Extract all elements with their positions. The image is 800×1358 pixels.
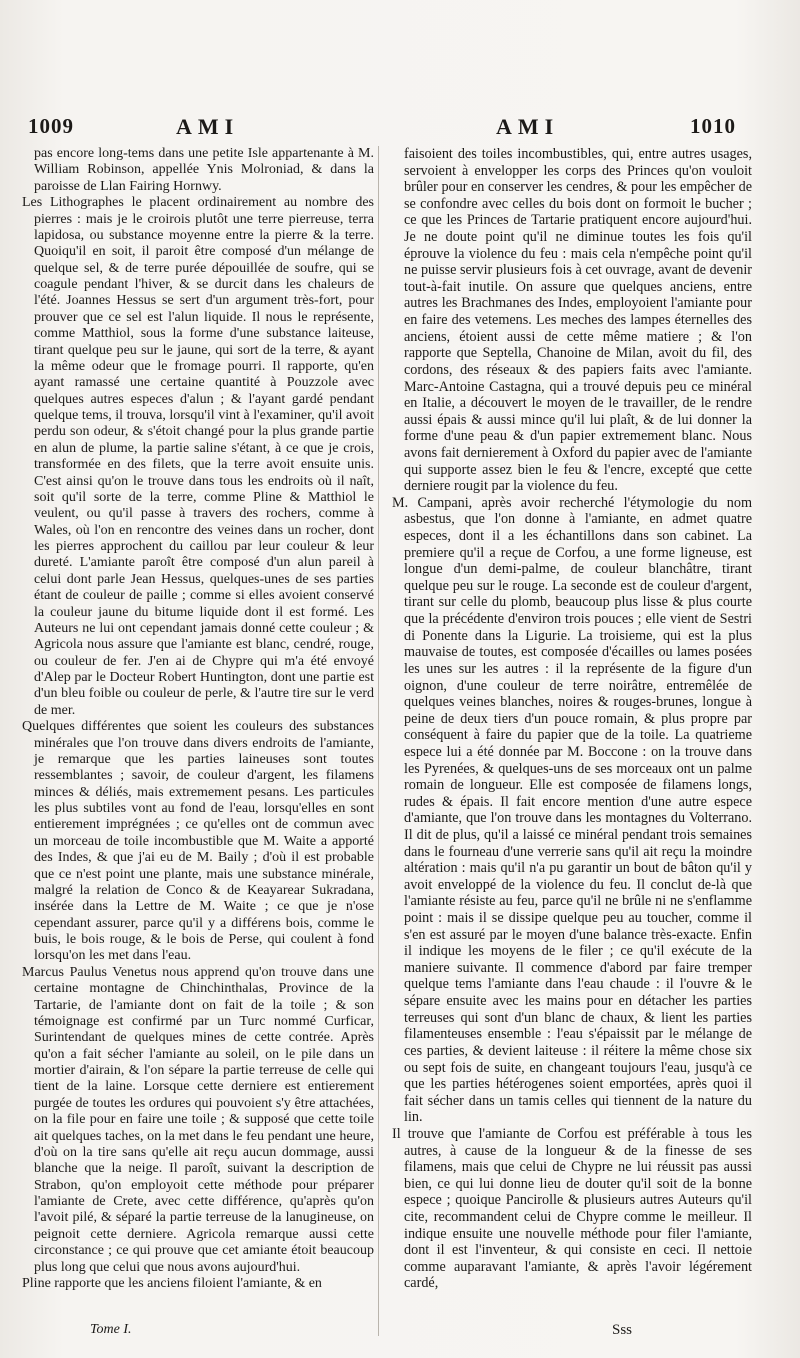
column-divider — [378, 146, 379, 1336]
paragraph: Les Lithographes le placent ordinairement au nombre des pierres : mais je le croirois plutôt une terre pierreuse, terra lapidosa, ou substance moyenne entre la pierre & la terre. Quoiqu'il en soit, il paroit être composé d'un mélange de quelque sel, & de terre purée dépouillée de soufre, qui se coagule pendant l'hiver, & se durcit dans les chaleurs de l'été. Joannes Hessus se sert d'un argument très-fort, pour prouver que ce sel est l'alun liquide. Il nous le représente, comme Matthiol, sous la forme d'une substance laiteuse, tirant quelque peu sur le jaune, qui sort de la terre, & ayant la même odeur que le fromage pourri. Il rapporte, qu'en ayant ramassé une certaine quantité à Pouzzole avec quelques autres especes d'alun ; & l'ayant gardé pendant quelque tems, il trouva, lorsqu'il vint à l'examiner, qu'il avoit perdu son odeur, & s'étoit changé pour la plus grande partie en alun de plume, la partie saline s'étant, à ce que je crois, transformée en des filets, que la terre avoit ensuite unis. C'est ainsi qu'on le trouve dans tous les endroits où il naît, soit qu'il sorte de la terre, comme Pline & Matthiol le veulent, ou qu'il passe à travers des rochers, comme à Wales, où l'on en rencontre des veines dans un rocher, dont les pierres approchent du caillou par leur couleur & leur dureté. L'amiante paroît être composé d'un alun pareil à celui dont parle Jean Hessus, quelques-unes de ses parties étant de couleur de paille ; comme si elles avoient conservé la couleur jaune du bitume liquide dont il est formé. Les Auteurs ne lui ont cependant jamais donné cette couleur ; & Agricola nous assure que l'amiante est blanc, cendré, rouge, ou couleur de fer. J'en ai de Chypre qui m'a été envoyé d'Alep par le Docteur Robert Huntington, dont une partie est d'un bleu foible ou couleur de perle, & l'autre tire sur le verd de mer. — [22, 195, 374, 718]
paragraph: Quelques différentes que soient les couleurs des substances minérales que l'on trouve dans divers endroits de l'amiante, je remarque que les parties laineuses sont toutes ressemblantes ; savoir, de couleur d'argent, les filamens minces & déliés, mais extremement pesans. Les particules les plus subtiles vont au fond de l'eau, lorsqu'elles en sont entierement imprégnées ; ce qu'elles ont de commun avec un morceau de toile incombustible que M. Waite a apporté des Indes, & que j'ai eu de M. Baily ; d'où il est probable que ce n'est point une plante, mais une substance minérale, malgré la relation de Conco & de Keayarear Sukradana, insérée dans la Lettre de M. Waite ; ce que je n'ose cependant assurer, parce qu'il y a différens bois, comme le buis, le bois rouge, & le bois de Perse, qui coulent à fond lorsqu'on les met dans l'eau. — [22, 719, 374, 964]
paragraph: Marcus Paulus Venetus nous apprend qu'on trouve dans une certaine montagne de Chinchinthalas, Province de la Tartarie, de l'amiante dont on fait de la toile ; & son témoignage est confirmé par un Turc nommé Curficar, Surintendant de quelques mines de cette contrée. Après qu'on a fait sécher l'amiante au soleil, on le pile dans un mortier d'airain, & l'on sépare la partie terreuse de celle qui tient de la laine. Lorsque cette derniere est entierement purgée de toutes les ordures qui pouvoient s'y être attachées, on la file pour en faire une toile ; & supposé que cette toile ait quelques taches, on la met dans le feu pendant une heure, d'où on la tire sans qu'elle ait reçu aucun dommage, aussi blanche que la neige. Il paroît, suivant la description de Strabon, qu'on employoit cette méthode pour préparer l'amiante de Crete, avec cette différence, qu'après qu'on l'avoit pilé, & séparé la partie terreuse de la lanugineuse, on peignoit cette derniere. Agricola remarque aussi cette circonstance ; ce qui prouve que cet amiante étoit beaucoup plus long que celui que nous avons aujourd'hui. — [22, 964, 374, 1275]
volume-label: Tome I. — [90, 1322, 132, 1337]
page-number-right: 1010 — [690, 114, 736, 138]
paragraph: M. Campani, après avoir recherché l'étymologie du nom asbestus, que l'on donne à l'amiante, en admet quatre especes, dont il a les échantillons dans son cabinet. La premiere qu'il a reçue de Corfou, a une forme ligneuse, est longue d'un demi-palme, de couleur blanchâtre, tirant quelque peu sur le rouge. La seconde est de couleur d'argent, tirant sur celle du plomb, beaucoup plus lisse & plus courte que la précédente d'environ trois pouces ; elle vient de Sestri di Ponente dans la Ligurie. La troisieme, qui est la plus mauvaise de toutes, est composée d'écailles ou lames posées les unes sur les autres : il la représente de la figure d'un oignon, d'une couleur de terre noirâtre, entremêlée de quelques veines blanches, noires & rouges-brunes, longue à peine de deux tiers d'un pouce romain, & plus propre par conséquent à faire du papier que de la toile. La quatrieme espece lui a été donnée par M. Boccone : on la trouve dans les Pyrenées, & quelques-uns de ses morceaux ont un palme romain de longueur. Elle est composée de filamens longs, rudes & épais. Il fait encore mention d'une autre espece d'amiante, que l'on trouve dans les montagnes du Volterrano. Il dit de plus, qu'il a laissé ce minéral pendant trois semaines dans le fourneau d'une verrerie sans qu'il ait reçu la moindre altération : mais qu'il n'a pu garantir un bout de bâton qu'il y avoit enveloppé de la violence du feu. Il conclut de-là que l'amiante résiste au feu, parce qu'il ne brûle ni ne s'enflamme point : mais il se dissipe quelque peu au toucher, comme il s'en est assuré par le moyen d'une balance très-exacte. Enfin il indique les moyens de le filer ; ce qu'il exécute de la maniere suivante. Il commence d'abord par faire tremper quelque tems l'amiante dans l'eau chaude : il l'ouvre & le sépare ensuite avec les mains pour en détacher les parties terreuses qui sont d'un blanc de chaux, & lient les parties filamenteuses ensemble : l'eau s'épaissit par le mélange de ces parties, & devient laiteuse : il réitere la même chose six ou sept fois de suite, en changeant toujours l'eau, jusqu'à ce que les parties hétérogenes soient emportées, après quoi il fait sécher dans un tamis celles qui tiennent de la nature du lin. — [392, 494, 752, 1126]
page-number-left: 1009 — [28, 114, 74, 138]
signature-mark: Sss — [612, 1322, 633, 1338]
right-column — [392, 146, 752, 1292]
paragraph: faisoient des toiles incombustibles, qui, entre autres usages, servoient à envelopper les corps des Princes qu'on vouloit brûler pour en conserver les cendres, & pour les empêcher de se confondre avec celles du bois dont on formoit le bucher ; ce que les Princes de Tartarie pratiquent encore aujourd'hui. Je ne doute point qu'il ne diminue toutes les fois qu'il éprouve la violence du feu : mais cela n'empêche point qu'il ne puisse servir plusieurs fois à cet ouvrage, avant de devenir tout-à-fait inutile. On assure que quelques anciens, entre autres les Brachmanes des Indes, employoient l'amiante pour en faire des vetemens. Les meches des lampes éternelles des anciens, étoient aussi de cette même matiere ; & l'on rapporte que Septella, Chanoine de Milan, avoit du fil, des cordons, des réseaux & des papiers faits avec l'amiante. Marc-Antoine Castagna, qui a trouvé depuis peu ce minéral en Italie, a découvert le moyen de le travailler, de le rendre aussi épais & aussi mince qu'il lui plaît, & de lui donner la forme d'une peau & d'un papier extremement blanc. Nous avons fait dernierement à Oxford du papier avec de l'amiante qui supporte assez bien le feu & l'encre, excepté que cette derniere rougit par la violence du feu. — [404, 146, 752, 495]
paragraph: Il trouve que l'amiante de Corfou est préférable à tous les autres, à cause de la longueur & de la finesse de ses filamens, mais que celui de Chypre ne lui réussit pas aussi bien, ce qui lui donne lieu de douter qu'il soit de la bonne espece ; quoique Pancirolle & plusieurs autres Auteurs qu'il cite, recommandent celui de Chypre comme le meilleur. Il indique ensuite une nouvelle méthode pour filer l'amiante, dont il est l'inventeur, & qui consiste en ceci. Il nettoie comme auparavant l'amiante, & après l'avoir légérement cardé, — [392, 1125, 752, 1292]
paragraph: pas encore long-tems dans une petite Isle appartenante à M. William Robinson, appellée Ynis Molroniad, & dans la paroisse de Llan Fairing Hornwy. — [34, 146, 374, 194]
running-head-left: AMI — [176, 114, 240, 139]
left-column — [22, 146, 374, 1292]
paragraph: Pline rapporte que les anciens filoient l'amiante, & en — [22, 1275, 322, 1291]
running-head-right: AMI — [496, 114, 560, 139]
